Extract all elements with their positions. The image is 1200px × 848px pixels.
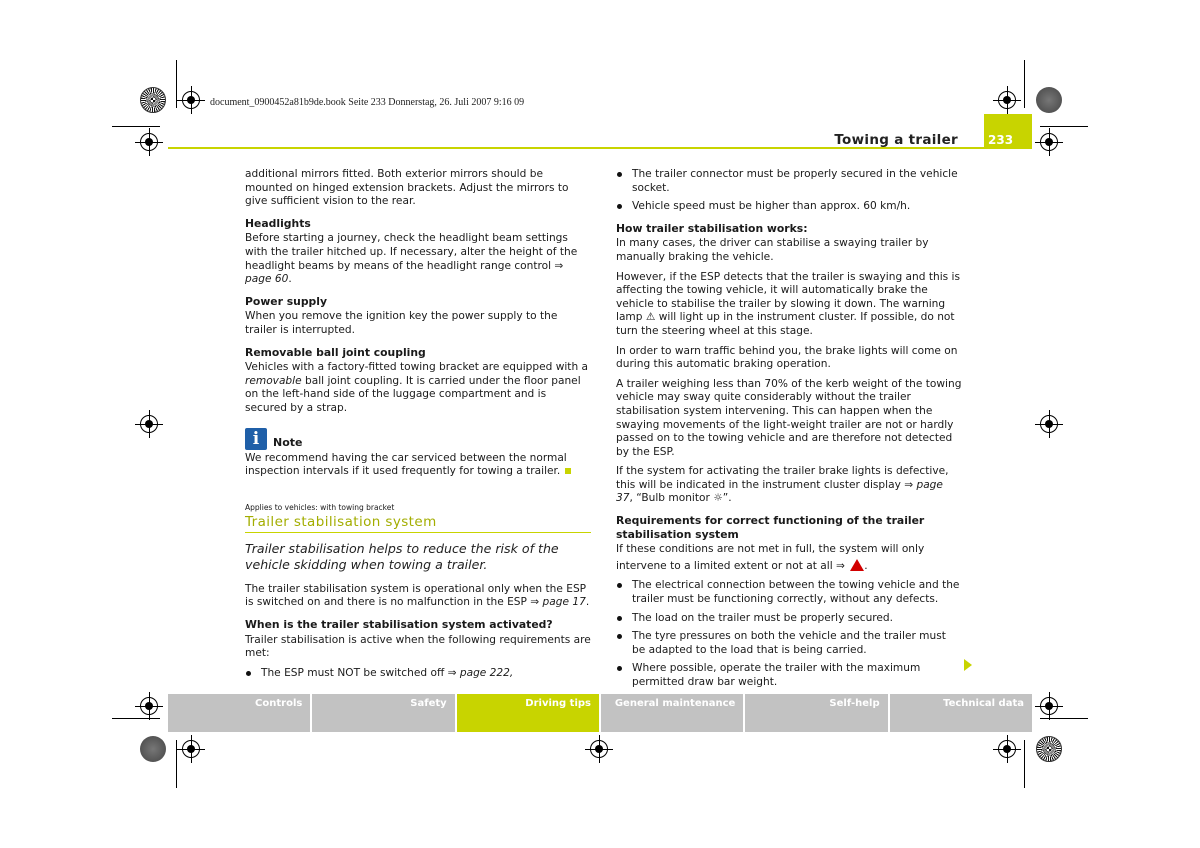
list-item: The load on the trailer must be properly secured. <box>616 612 962 626</box>
paragraph: When you remove the ignition key the power supply to the trailer is interrupted. <box>245 310 558 336</box>
list-item: Vehicle speed must be higher than approx. 60 km/h. <box>616 200 962 214</box>
applies-to: Applies to vehicles: with towing bracket <box>245 502 395 512</box>
heading-power-supply: Power supply <box>245 294 328 308</box>
end-marker-icon <box>565 468 571 474</box>
heading-ball-joint: Removable ball joint coupling <box>245 345 426 359</box>
paragraph: A trailer weighing less than 70% of the kerb weight of the towing vehicle may sway quite considerably without the trailer stabilisation system intervening. This can happen when the swaying movements of the light-weight trailer are not or hardly passed on to the towing vehicle and are therefore not detected by the ESP. <box>616 377 962 458</box>
page-link[interactable]: page 17 <box>542 596 586 609</box>
nav-controls[interactable]: Controls <box>168 694 310 732</box>
warning-triangle-icon[interactable] <box>850 559 864 571</box>
chapter-nav <box>168 694 1032 732</box>
bulb-monitor-icon: ☼ <box>713 492 723 505</box>
page-number: 233 <box>988 133 1014 147</box>
paragraph: Before starting a journey, check the headlight beam settings with the trailer hitched up. If necessary, alter the height of the headlight beams by means of the headlight range control ⇒ page 60. <box>245 232 578 286</box>
system-intro: Trailer stabilisation helps to reduce the risk of the vehicle skidding when towing a trailer. <box>245 540 559 572</box>
list-item: The trailer connector must be properly secured in the vehicle socket. <box>616 168 962 195</box>
section-title: Towing a trailer <box>834 132 958 148</box>
paragraph: Trailer stabilisation is active when the following requirements are met: <box>245 633 591 660</box>
page-link[interactable]: page 222, <box>459 666 514 679</box>
page-link[interactable]: page 60 <box>245 273 289 286</box>
system-title: Trailer stabilisation system <box>245 516 591 533</box>
paragraph: In order to warn traffic behind you, the brake lights will come on during this automatic braking operation. <box>616 344 958 371</box>
paragraph: If these conditions are not met in full, the system will only intervene to a limited extent or not at all ⇒ . <box>616 543 925 572</box>
right-column <box>616 168 962 695</box>
note-header <box>245 428 591 450</box>
paragraph: additional mirrors fitted. Both exterior mirrors should be mounted on hinged extension brackets. Adjust the mirrors to give sufficient vision to the rear. <box>245 168 569 208</box>
note-text: We recommend having the car serviced between the normal inspection intervals if it used frequently for towing a trailer. <box>245 452 591 479</box>
list-item: Where possible, operate the trailer with the maximum permitted draw bar weight. <box>616 662 962 689</box>
nav-general-maintenance[interactable]: General maintenance <box>601 694 743 732</box>
paragraph: However, if the ESP detects that the trailer is swaying and this is affecting the towing vehicle, it will automatically brake the vehicle to stabilise the trailer by slowing it down. The warning lamp ⚠ will light up in the instrument cluster. If possible, do not turn the steering wheel at this stage. <box>616 270 960 337</box>
list-item: The ESP must NOT be switched off ⇒ page 222, <box>245 667 591 681</box>
nav-driving-tips[interactable]: Driving tips <box>457 694 599 732</box>
list-item: The electrical connection between the towing vehicle and the trailer must be functioning correctly, without any defects. <box>616 579 962 606</box>
paragraph: Vehicles with a factory-fitted towing bracket are equipped with a removable ball joint coupling. It is carried under the floor panel on the left-hand side of the luggage compartment and is secured by a strap. <box>245 361 589 414</box>
paragraph: If the system for activating the trailer brake lights is defective, this will be indicated in the instrument cluster display ⇒ page 37, “Bulb monitor ☼”. <box>616 465 949 505</box>
list-item: The tyre pressures on both the vehicle and the trailer must be adapted to the load that is being carried. <box>616 630 962 657</box>
nav-safety[interactable]: Safety <box>312 694 454 732</box>
heading-headlights: Headlights <box>245 216 311 230</box>
heading-requirements: Requirements for correct functioning of the trailer stabilisation system <box>616 514 925 541</box>
trailer-warning-lamp-icon: ⚠ <box>645 311 656 324</box>
page-number-box <box>984 114 1032 149</box>
info-icon: i <box>245 428 267 450</box>
heading-activated: When is the trailer stabilisation system activated? <box>245 618 553 632</box>
nav-self-help[interactable]: Self-help <box>745 694 887 732</box>
continue-arrow-icon <box>964 659 972 671</box>
left-column <box>245 168 591 685</box>
nav-technical-data[interactable]: Technical data <box>890 694 1032 732</box>
print-slug: document_0900452a81b9de.book Seite 233 Donnerstag, 26. Juli 2007 9:16 09 <box>210 97 525 108</box>
paragraph: In many cases, the driver can stabilise a swaying trailer by manually braking the vehicle. <box>616 237 929 263</box>
heading-how-works: How trailer stabilisation works: <box>616 221 808 235</box>
note-title: Note <box>273 435 303 449</box>
page-link[interactable]: page 37 <box>616 478 943 505</box>
paragraph: The trailer stabilisation system is operational only when the ESP is switched on and there is no malfunction in the ESP ⇒ page 17. <box>245 582 590 609</box>
